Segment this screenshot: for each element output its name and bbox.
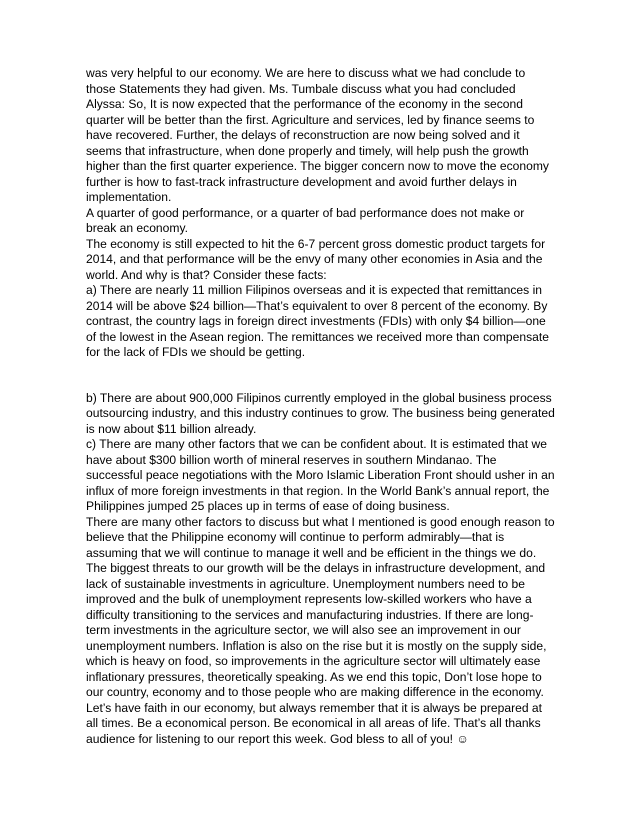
paragraph-quarter: A quarter of good performance, or a quarter of bad performance does not make or break an economy. <box>86 205 525 235</box>
paragraph-gdp-target: The economy is still expected to hit the 6-7 percent gross domestic product targets for 2014, and that performance will be the envy of many other economies in Asia and the world. And why is that? Consider these facts: <box>86 236 546 282</box>
paragraph-conclusion: There are many other factors to discuss but what I mentioned is good enough reason to believe that the Philippine economy will continue to perform admirably—that is assuming that we will continue to manage it well and be efficient in the things we do. The biggest threats to our growth will be the delays in infrastructure development, and lack of sustainable investments in agriculture. Unemployment numbers need to be improved and the bulk of unemployment represents low-skilled workers who have a difficulty transitioning to the services and manufacturing industries. If there are long-term investments in the agriculture sector, we will also see an improvement in our unemployment numbers. Inflation is also on the rise but it is mostly on the supply side, which is heavy on food, so improvements in the agriculture sector will ultimately ease inflationary pressures, theoretically speaking. As we end this topic, Don’t lose hope to our country, economy and to those people who are making difference in the economy. Let’s have faith in our economy, but always remember that it is always be prepared at all times. Be a economical person. Be economical in all areas of life. That’s all thanks audience for listening to our report this week. God bless to all of you! ☺ <box>86 514 555 746</box>
paragraph-fact-b: b) There are about 900,000 Filipinos currently employed in the global business process outsourcing industry, and this industry continues to grow. The business being generated is now about $11 billion already. <box>86 390 555 436</box>
document-page <box>86 66 556 747</box>
paragraph-intro: was very helpful to our economy. We are here to discuss what we had conclude to those Statements they had given. Ms. Tumbale discuss what you had concluded <box>86 66 526 96</box>
paragraph-fact-c: c) There are many other factors that we can be confident about. It is estimated that we have about $300 billion worth of mineral reserves in southern Mindanao. The successful peace negotiations with the Moro Islamic Liberation Front should usher in an influx of more foreign investments in that region. In the World Bank’s annual report, the Philippines jumped 25 places up in terms of ease of doing business. <box>86 437 555 513</box>
paragraph-alyssa: Alyssa: So, It is now expected that the performance of the economy in the second quarter will be better than the first. Agriculture and services, led by finance seems to have recovered. Further, the delays of reconstruction are now being solved and it seems that infrastructure, when done properly and timely, will help push the growth higher than the first quarter experience. The bigger concern now to move the economy further is how to fast-track infrastructure development and avoid further delays in implementation. <box>86 97 549 204</box>
paragraph-gap <box>86 361 556 391</box>
paragraph-fact-a: a) There are nearly 11 million Filipinos overseas and it is expected that remittances in 2014 will be above $24 billion—That’s equivalent to over 8 percent of the economy. By contrast, the country lags in foreign direct investments (FDIs) with only $4 billion—one of the lowest in the Asean region. The remittances we received more than compensate for the lack of FDIs we should be getting. <box>86 283 549 359</box>
